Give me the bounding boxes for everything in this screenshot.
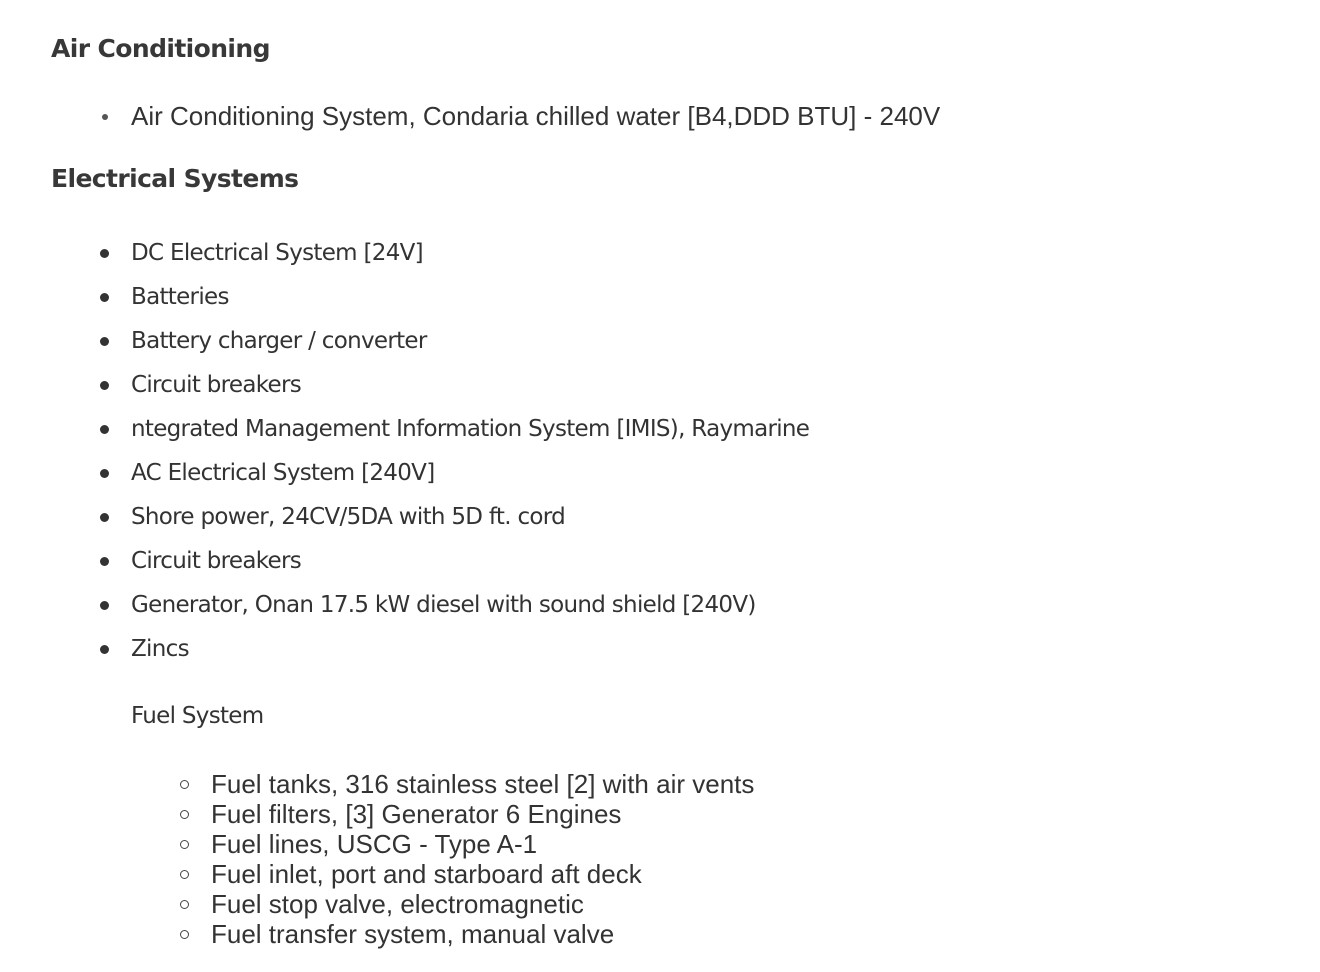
electrical-systems-heading: Electrical Systems [51, 164, 299, 193]
list-item: Circuit breakers [0, 539, 809, 583]
list-item: Generator, Onan 17.5 kW diesel with sound shield [240V) [0, 583, 809, 627]
list-item: Fuel inlet, port and starboard aft deck [0, 859, 754, 889]
list-item: ntegrated Management Information System [IMIS), Raymarine [0, 407, 809, 451]
list-item: Fuel stop valve, electromagnetic [0, 889, 754, 919]
list-item: DC Electrical System [24V] [0, 231, 809, 275]
electrical-systems-list [0, 231, 809, 671]
air-conditioning-heading: Air Conditioning [51, 34, 270, 63]
list-item: Battery charger / converter [0, 319, 809, 363]
list-item: Fuel lines, USCG - Type A-1 [0, 829, 754, 859]
list-item: Zincs [0, 627, 809, 671]
fuel-system-list [0, 769, 754, 949]
fuel-system-heading: Fuel System [131, 703, 264, 729]
list-item: Fuel filters, [3] Generator 6 Engines [0, 799, 754, 829]
air-conditioning-list [0, 100, 940, 132]
list-item: Air Conditioning System, Condaria chilled water [B4,DDD BTU] - 240V [0, 100, 940, 132]
list-item: AC Electrical System [240V] [0, 451, 809, 495]
list-item: Shore power, 24CV/5DA with 5D ft. cord [0, 495, 809, 539]
list-item: Fuel transfer system, manual valve [0, 919, 754, 949]
list-item: Batteries [0, 275, 809, 319]
list-item: Fuel tanks, 316 stainless steel [2] with air vents [0, 769, 754, 799]
list-item: Circuit breakers [0, 363, 809, 407]
